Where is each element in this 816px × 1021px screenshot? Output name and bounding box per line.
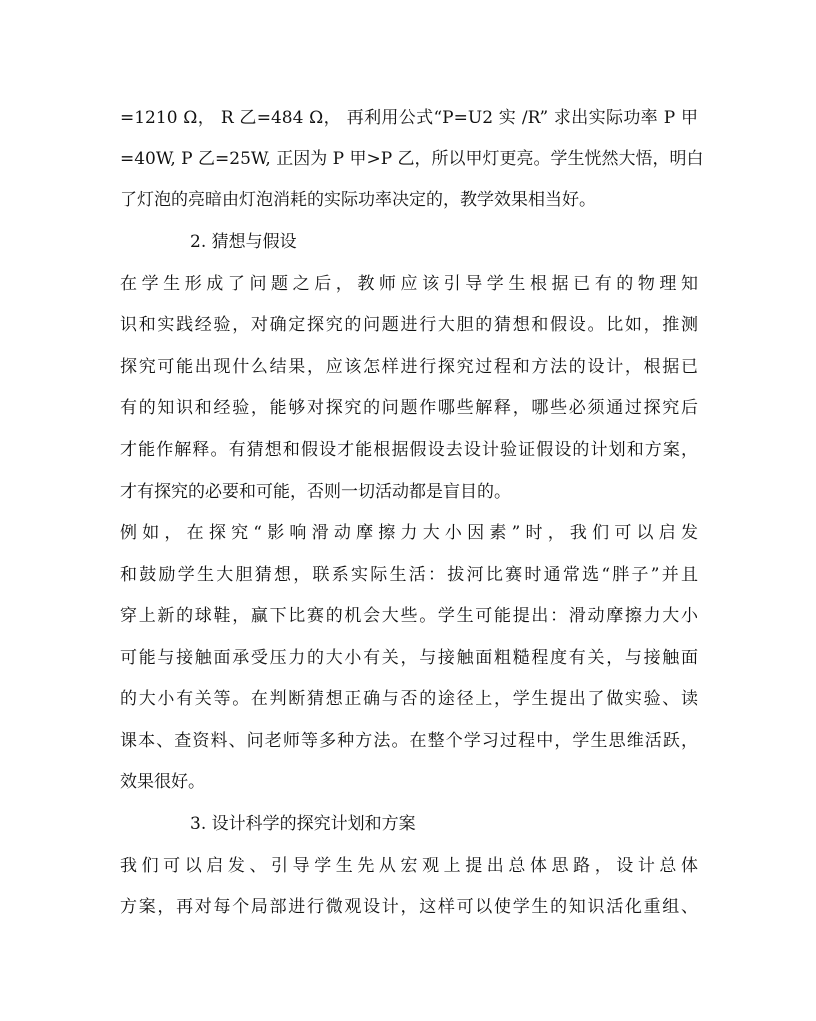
body-text-line: 和鼓励学生大胆猜想，联系实际生活：拔河比赛时通常选“胖子”并且	[120, 565, 698, 585]
section-heading-3: 3. 设计科学的探究计划和方案	[190, 814, 416, 834]
section-heading-2: 2. 猜想与假设	[190, 232, 297, 252]
body-text-line: 我们可以启发、引导学生先从宏观上提出总体思路，设计总体	[120, 856, 698, 876]
body-text-line: 的大小有关等。在判断猜想正确与否的途径上，学生提出了做实验、读	[120, 689, 698, 709]
body-text-line: =1210 Ω， R 乙=484 Ω， 再利用公式“P=U2 实 /R” 求出实际功率 P 甲	[120, 108, 698, 128]
body-text-line: 了灯泡的亮暗由灯泡消耗的实际功率决定的，教学效果相当好。	[120, 190, 596, 210]
body-text-line: 在学生形成了问题之后，教师应该引导学生根据已有的物理知	[120, 274, 698, 294]
body-text-line: 才有探究的必要和可能，否则一切活动都是盲目的。	[120, 482, 511, 502]
body-text-line: =40W, P 乙=25W, 正因为 P 甲>P 乙，所以甲灯更亮。学生恍然大悟，明白	[120, 149, 704, 169]
body-text-line: 例如，在探究“影响滑动摩擦力大小因素”时，我们可以启发	[120, 523, 698, 543]
body-text-line: 方案，再对每个局部进行微观设计，这样可以使学生的知识活化重组、	[120, 897, 698, 917]
body-text-line: 可能与接触面承受压力的大小有关，与接触面粗糙程度有关，与接触面	[120, 648, 698, 668]
body-text-line: 有的知识和经验，能够对探究的问题作哪些解释，哪些必须通过探究后	[120, 398, 698, 418]
body-text-line: 识和实践经验，对确定探究的问题进行大胆的猜想和假设。比如，推测	[120, 315, 698, 335]
body-text-line: 课本、查资料、问老师等多种方法。在整个学习过程中，学生思维活跃，	[120, 731, 698, 751]
body-text-line: 才能作解释。有猜想和假设才能根据假设去设计验证假设的计划和方案，	[120, 440, 698, 460]
body-text-line: 穿上新的球鞋，赢下比赛的机会大些。学生可能提出：滑动摩擦力大小	[120, 606, 698, 626]
body-text-line: 效果很好。	[120, 772, 205, 792]
body-text-line: 探究可能出现什么结果，应该怎样进行探究过程和方法的设计，根据已	[120, 357, 698, 377]
